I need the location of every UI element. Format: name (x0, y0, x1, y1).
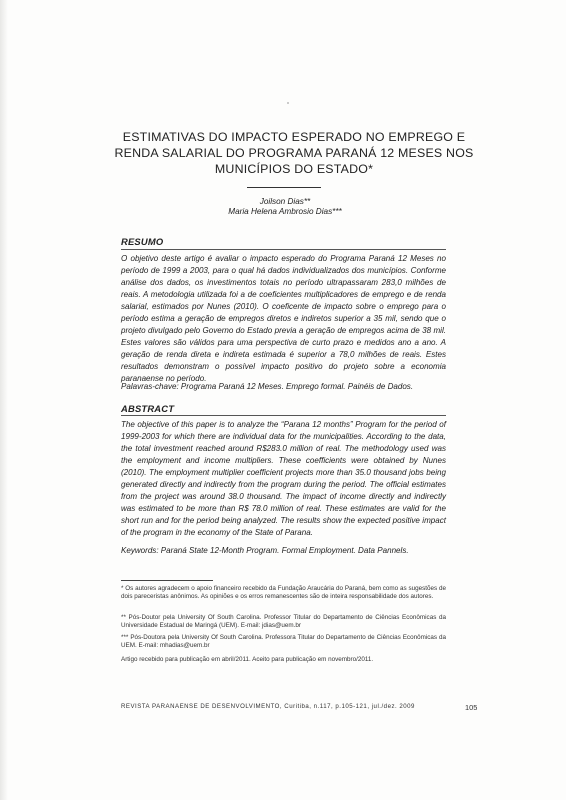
footnote-2: ** Pós-Doutor pela University Of South Carolina. Professor Titular do Departamento de Ciências Econômicas da Universidade Estadual de Maringá (UEM). E-mail: jdias@uem.br (121, 614, 446, 630)
scan-speck (287, 102, 289, 104)
journal-footer: REVISTA PARANAENSE DE DESENVOLVIMENTO, Curitiba, n.117, p.105-121, jul./dez. 2009 (121, 703, 415, 710)
abstract-text: The objective of this paper is to analyze the “Parana 12 months” Program for the period of 1999-2003 for which there are individual data for the municipalities. According to the data, the total investment reached around R$283.0 million of real. The methodology used was the employment and income multipliers. These coefficients were obtained by Nunes (2010). The employment multiplier coefficient projects more than 35.0 thousand jobs being generated directly and indirectly from the program during the period. The official estimates from the project was around 38.0 thousand. The impact of income directly and indirectly was estimated to be more than R$ 78.0 million of real. These estimates are valid for the short run and for the period being analyzed. The results show the expected positive impact of the program in the economy of the State of Parana. (121, 420, 446, 537)
resumo-heading: RESUMO (121, 236, 164, 247)
abstract-rule (121, 415, 446, 416)
palavras-chave: Palavras-chave: Programa Paraná 12 Meses. Emprego formal. Painéis de Dados. (121, 382, 414, 391)
abstract-heading: ABSTRACT (121, 403, 175, 414)
footnote-divider (121, 580, 213, 581)
page-number: 105 (465, 703, 478, 712)
keywords: Keywords: Paraná State 12-Month Program. Formal Employment. Data Pannels. (121, 546, 409, 555)
resumo-text: O objetivo deste artigo é avaliar o impacto esperado do Programa Paraná 12 Meses no período de 1999 a 2003, para o qual há dados individualizados dos municípios. Conforme análise dos dados, os investimentos totais no período ultrapassaram 283,0 milhões de reais. A metodologia utilizada foi a de coeficientes multiplicadores de emprego e de renda salarial, estimados por Nunes (2010). O coeficente de impacto sobre o emprego para o período estima a geração de empregos diretos e indiretos superior a 35 mil, sendo que o projeto divulgado pelo Governo do Estado previa a geração de empregos acima de 38 mil. Estes valores são válidos para uma perspectiva de curto prazo e medidos ano a ano. A geração de renda direta e indireta estimada é superior a 78,0 milhões de reais. Estes resultados demonstram o possível impacto positivo do projeto sobre a economia paranaense no período. (121, 254, 446, 383)
author-2: Maria Helena Ambrosio Dias*** (228, 207, 342, 216)
footnote-3: *** Pós-Doutora pela University Of South Carolina. Professora Titular do Departamento de Ciências Econômicas da UEM. E-mail: mhadias@uem.br (121, 634, 446, 650)
author-1: Joilson Dias** (259, 197, 311, 206)
title-divider (247, 187, 321, 188)
received-note: Artigo recebido para publicação em abril/2011. Aceito para publicação em novembro/2011. (121, 656, 374, 663)
resumo-rule (121, 249, 446, 250)
article-title: ESTIMATIVAS DO IMPACTO ESPERADO NO EMPREGO E RENDA SALARIAL DO PROGRAMA PARANÁ 12 MESES NOS MUNICÍPIOS DO ESTADO* (114, 130, 474, 176)
footnote-1: * Os autores agradecem o apoio financeiro recebido da Fundação Araucária do Paraná, bem como as sugestões de dois pareceristas anônimos. As opiniões e os erros remanescentes são de inteira responsabilidade dos autores. (121, 585, 446, 601)
